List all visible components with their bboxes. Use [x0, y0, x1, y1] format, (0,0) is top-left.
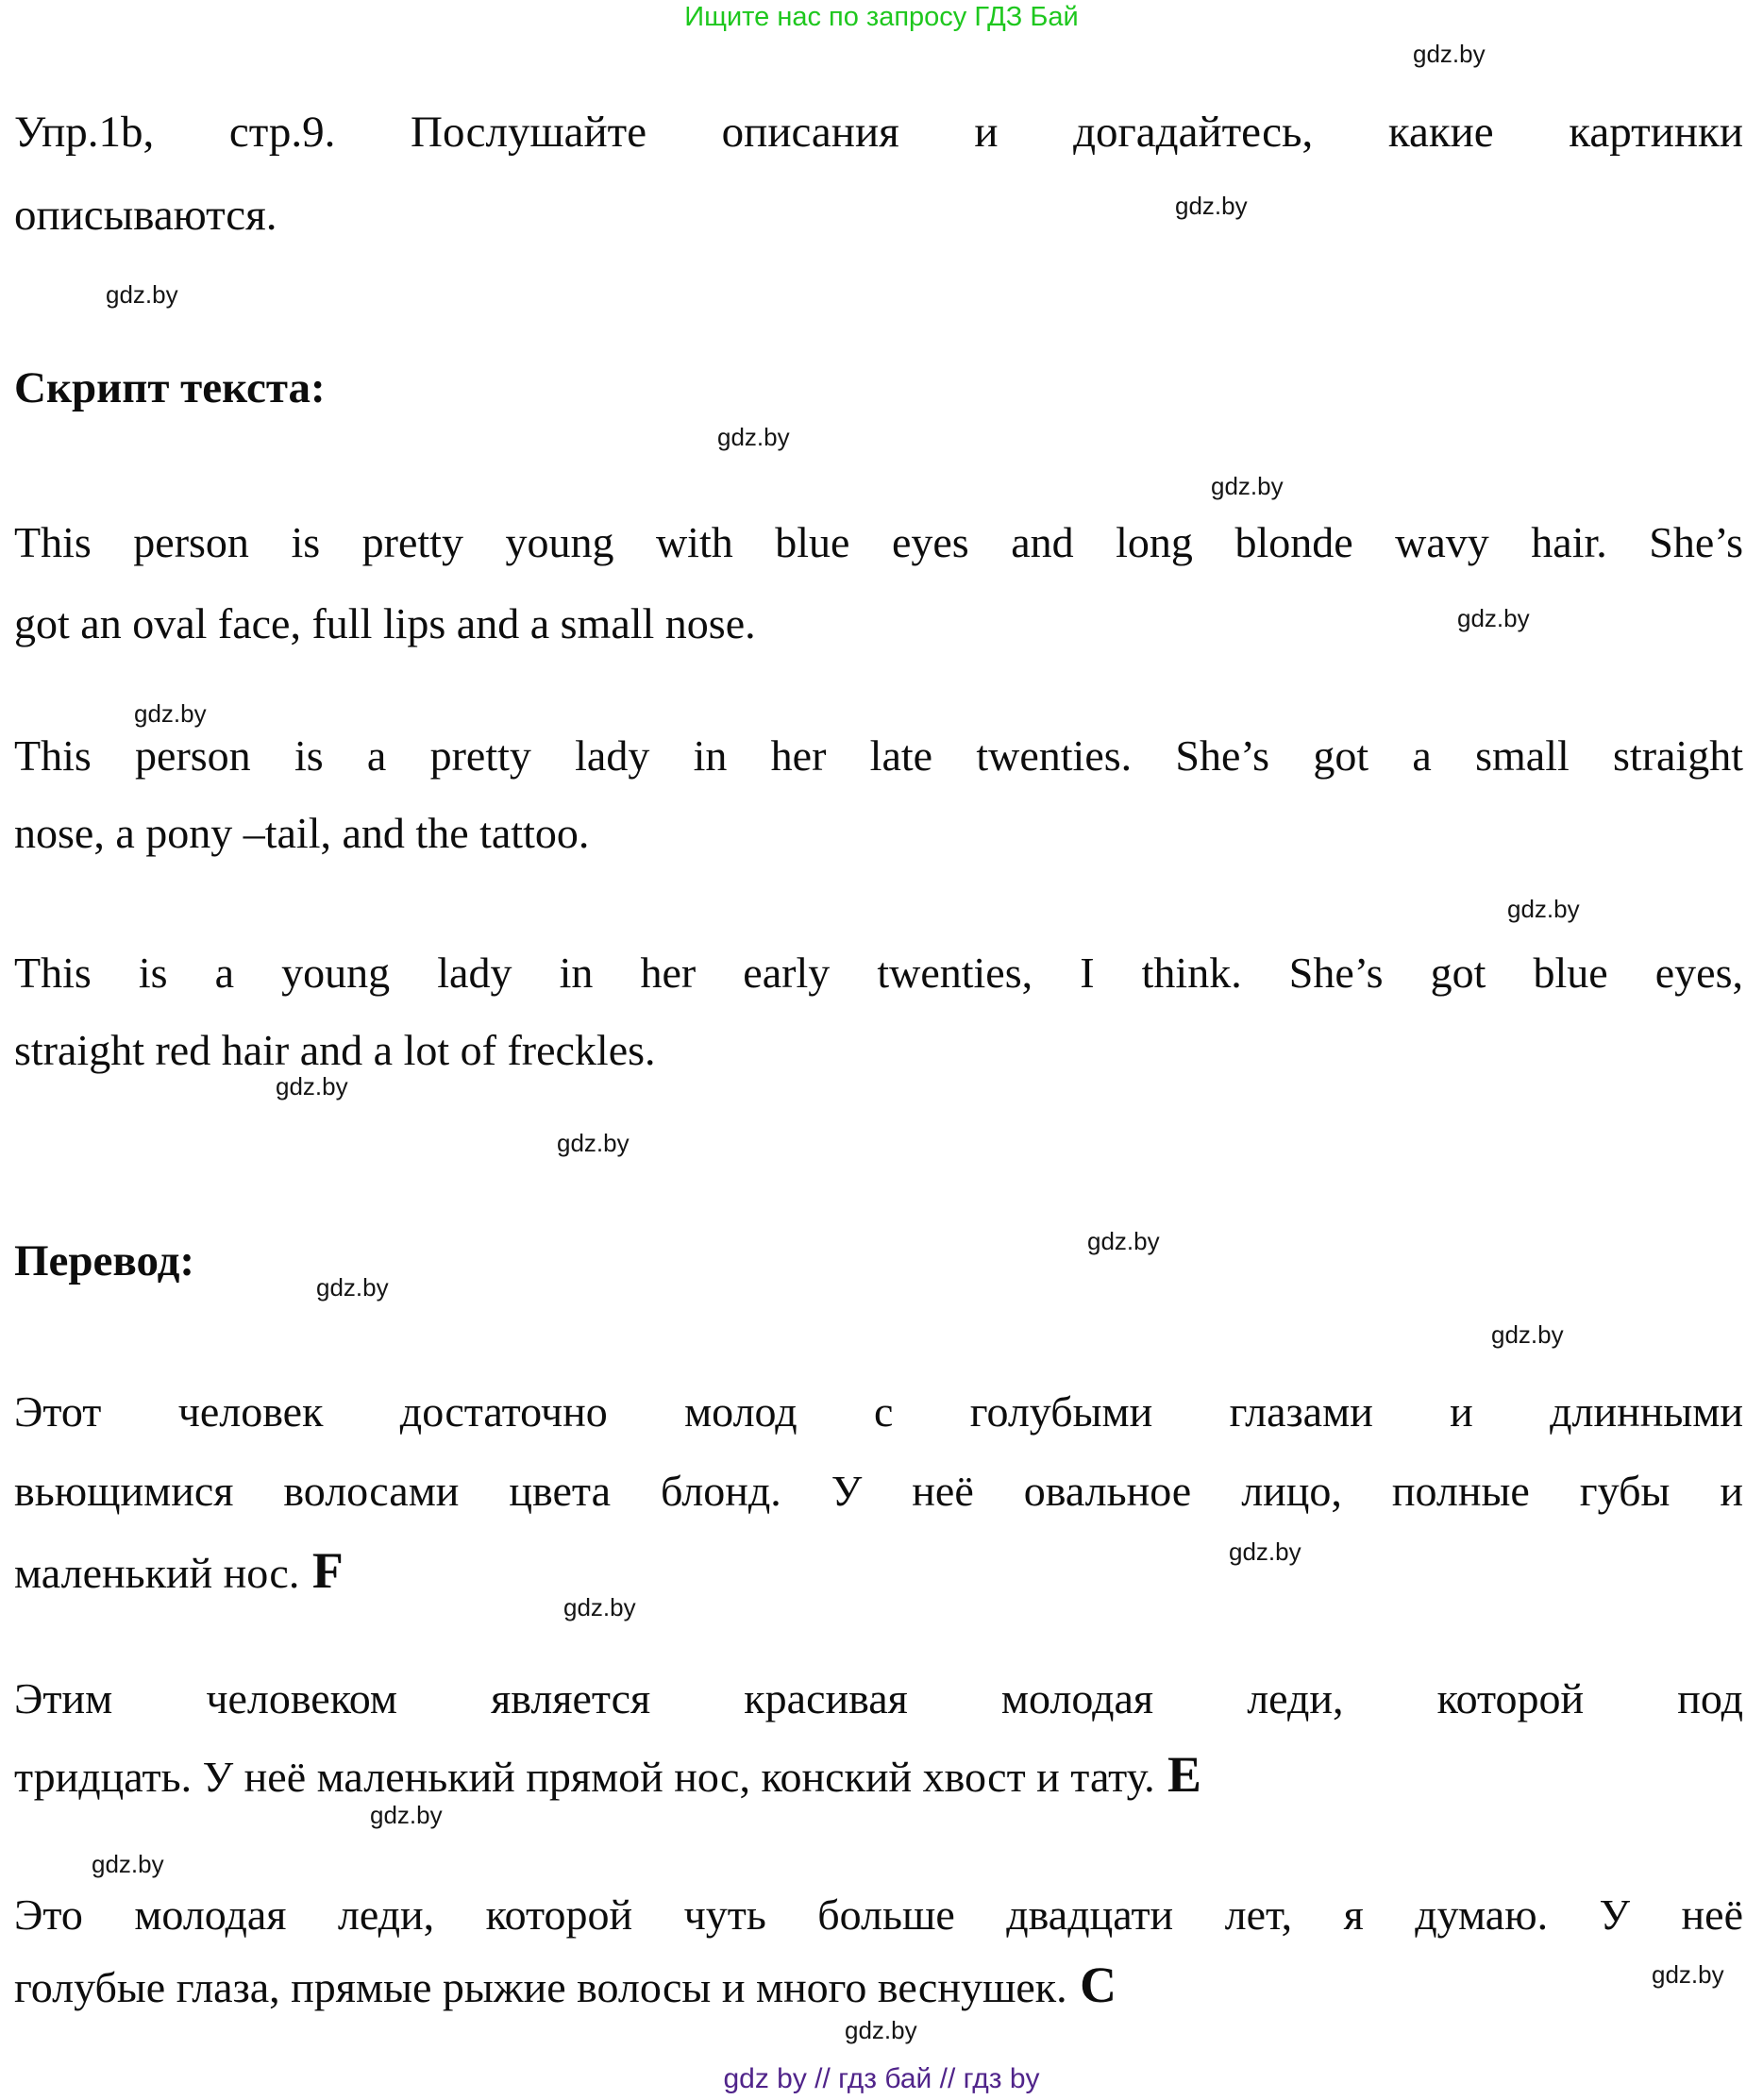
- gdz-watermark: gdz.by: [1652, 1960, 1724, 1989]
- promo-header: Ищите нас по запросу ГДЗ Бай: [684, 2, 1079, 32]
- gdz-watermark: gdz.by: [1175, 192, 1248, 220]
- gdz-watermark: gdz.by: [1457, 604, 1530, 632]
- text-line: This person is pretty young with blue eyes and long blonde wavy hair. She’s: [14, 518, 1743, 566]
- footer-links: gdz by // гдз бай // гдз by: [723, 2063, 1040, 2094]
- gdz-watermark: gdz.by: [316, 1273, 389, 1302]
- gdz-watermark: gdz.by: [370, 1801, 443, 1829]
- gdz-watermark: gdz.by: [717, 423, 790, 451]
- script-paragraph: [14, 502, 1743, 664]
- gdz-watermark: gdz.by: [276, 1072, 348, 1100]
- gdz-watermark: gdz.by: [1087, 1227, 1160, 1255]
- translation-paragraph: [14, 1880, 1743, 2023]
- script-paragraph: [14, 717, 1743, 872]
- text-line: straight red hair and a lot of freckles.: [14, 1026, 656, 1074]
- translation-paragraph: [14, 1661, 1743, 1815]
- text-line: got an oval face, full lips and a small nose.: [14, 599, 756, 647]
- text-line: Это молодая леди, которой чуть больше двадцати лет, я думаю. У неё: [14, 1890, 1743, 1939]
- gdz-watermark: gdz.by: [134, 699, 207, 728]
- gdz-watermark: gdz.by: [563, 1593, 636, 1621]
- text-line: маленький нос. F: [14, 1542, 344, 1599]
- gdz-watermark: gdz.by: [92, 1850, 164, 1878]
- gdz-watermark: gdz.by: [1211, 472, 1284, 500]
- exercise-title: [14, 91, 1743, 257]
- gdz-watermark: gdz.by: [845, 2016, 917, 2044]
- gdz-watermark: gdz.by: [106, 280, 178, 309]
- script-paragraph: [14, 934, 1743, 1089]
- script-heading: Скрипт текста:: [14, 363, 326, 412]
- text-line: This is a young lady in her early twenties, I think. She’s got blue eyes,: [14, 949, 1743, 997]
- text-line: Упр.1b, стр.9. Послушайте описания и догадайтесь, какие картинки: [14, 108, 1743, 157]
- text-line: голубые глаза, прямые рыжие волосы и много веснушек. C: [14, 1957, 1117, 2013]
- text-line: Этот человек достаточно молод с голубыми глазами и длинными: [14, 1387, 1743, 1436]
- text-line: nose, a pony –tail, and the tattoo.: [14, 809, 590, 857]
- text-line: тридцать. У неё маленький прямой нос, конский хвост и тату. E: [14, 1746, 1201, 1803]
- text-line: This person is a pretty lady in her late twenties. She’s got a small straight: [14, 731, 1743, 780]
- gdz-watermark: gdz.by: [1229, 1537, 1301, 1566]
- text-line: вьющимися волосами цвета блонд. У неё овальное лицо, полные губы и: [14, 1467, 1743, 1515]
- text-line: Этим человеком является красивая молодая леди, которой под: [14, 1674, 1743, 1722]
- answer-letter: F: [299, 1542, 344, 1599]
- translation-heading: Перевод:: [14, 1236, 195, 1285]
- gdz-watermark: gdz.by: [1507, 895, 1580, 923]
- translation-paragraph: [14, 1372, 1743, 1613]
- answer-letter: E: [1154, 1746, 1201, 1803]
- answer-letter: C: [1066, 1957, 1117, 2013]
- text-line: описываются.: [14, 191, 277, 240]
- gdz-watermark: gdz.by: [1491, 1320, 1564, 1349]
- gdz-watermark: gdz.by: [557, 1129, 630, 1157]
- gdz-watermark: gdz.by: [1413, 40, 1486, 68]
